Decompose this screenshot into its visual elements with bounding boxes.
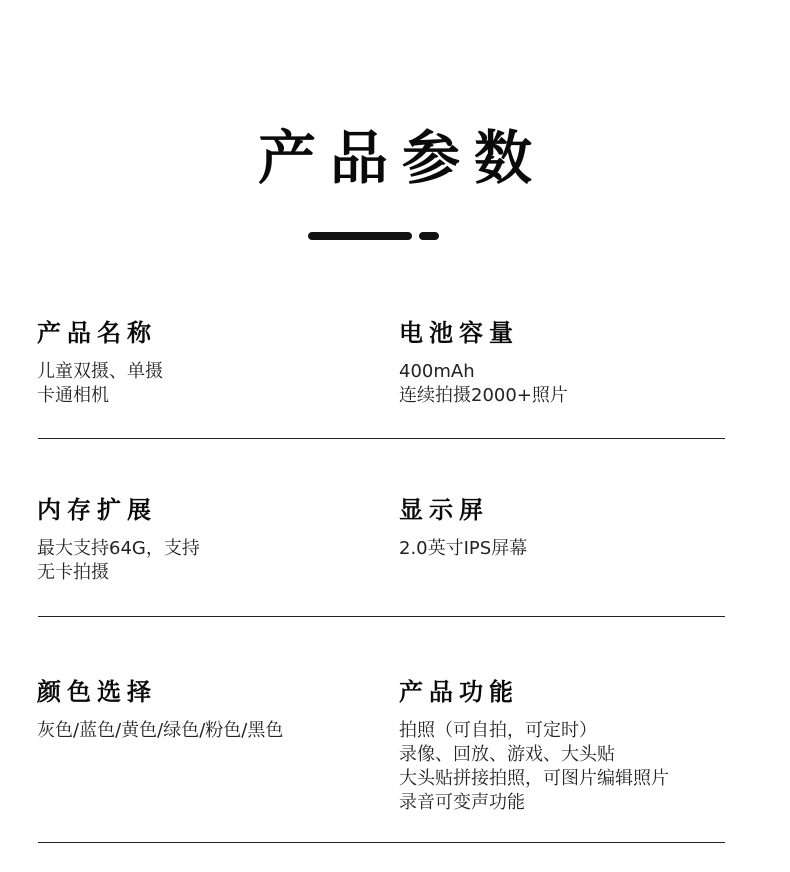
spec-lines <box>37 360 163 408</box>
spec-line: 最大支持64G，支持 <box>37 538 200 559</box>
section-divider <box>38 438 725 439</box>
spec-lines <box>399 360 568 408</box>
spec-color-options <box>37 677 283 743</box>
spec-line: 拍照（可自拍，可定时） <box>399 720 597 741</box>
spec-battery-capacity <box>399 318 568 408</box>
spec-line: 灰色/蓝色/黄色/绿色/粉色/黑色 <box>37 720 284 741</box>
spec-heading: 产品功能 <box>399 678 519 706</box>
spec-line: 录音可变声功能 <box>399 792 525 813</box>
section-divider <box>38 616 725 617</box>
spec-heading: 产品名称 <box>37 319 157 347</box>
spec-lines <box>399 719 669 815</box>
spec-display <box>399 495 527 561</box>
spec-lines <box>399 537 527 561</box>
spec-line: 儿童双摄、单摄 <box>37 361 163 382</box>
spec-lines <box>37 537 200 585</box>
spec-heading: 内存扩展 <box>37 496 157 524</box>
spec-heading: 电池容量 <box>399 319 519 347</box>
spec-line: 连续拍摄2000+照片 <box>399 385 568 406</box>
spec-product-name <box>37 318 163 408</box>
spec-line: 大头贴拼接拍照，可图片编辑照片 <box>399 768 669 789</box>
spec-line: 卡通相机 <box>37 385 109 406</box>
spec-line: 录像、回放、游戏、大头贴 <box>399 744 615 765</box>
title-underline-long <box>308 232 412 240</box>
spec-line: 400mAh <box>399 361 475 382</box>
spec-line: 无卡拍摄 <box>37 562 109 583</box>
page-title: 产品参数 <box>257 124 546 192</box>
spec-product-functions <box>399 677 669 815</box>
spec-line: 2.0英寸IPS屏幕 <box>399 538 528 559</box>
spec-heading: 显示屏 <box>399 496 489 524</box>
spec-memory-expansion <box>37 495 200 585</box>
spec-heading: 颜色选择 <box>37 678 157 706</box>
section-divider <box>38 842 725 843</box>
spec-lines <box>37 719 283 743</box>
title-underline-short <box>419 232 439 240</box>
